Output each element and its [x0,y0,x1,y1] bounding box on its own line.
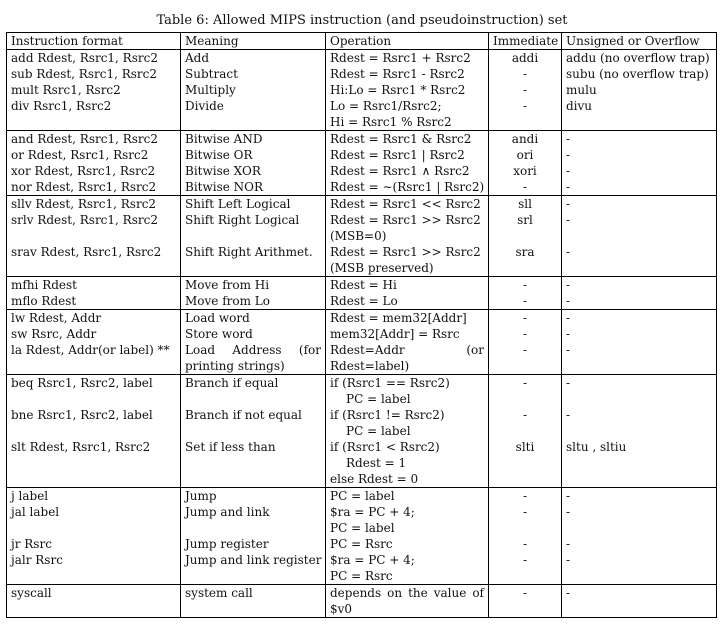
cell-line: - [522,343,528,357]
meaning-cell [181,326,326,342]
table-row [7,585,717,618]
instruction-format-cell [7,293,181,310]
cell-line: - [522,311,528,325]
cell-line: - [522,83,528,97]
operation-cell [326,326,489,342]
cell-line: - [566,213,571,227]
instruction-format-cell [7,196,181,213]
cell-line: Rdest = Lo [330,294,398,308]
cell-line: - [566,164,571,178]
table-row [7,196,717,213]
cell-line: j label [11,489,49,503]
cell-line: Jump [185,489,217,503]
immediate-cell [489,407,562,439]
cell-line: Load word [185,311,250,325]
immediate-cell [489,66,562,82]
operation-cell [326,504,489,536]
cell-line: slti [515,440,535,454]
cell-line: Rdest = Rsrc1 >> Rsrc2 [330,245,481,259]
cell-line: Branch if equal [185,376,279,390]
cell-line: Shift Right Logical [185,213,300,227]
cell-line: bne Rsrc1, Rsrc2, label [11,408,153,422]
unsigned-overflow-cell [562,66,717,82]
cell-line: - [522,553,528,567]
unsigned-overflow-cell [562,552,717,585]
cell-line: - [566,148,571,162]
operation-cell [326,488,489,505]
cell-line: else Rdest = 0 [330,472,419,486]
cell-line: Move from Lo [185,294,270,308]
unsigned-overflow-cell [562,585,717,618]
immediate-cell [489,82,562,98]
unsigned-overflow-cell [562,163,717,179]
cell-line: Shift Left Logical [185,197,291,211]
instruction-format-cell [7,212,181,244]
cell-line: PC = label [330,489,395,503]
table-row [7,488,717,505]
cell-line: Load Address (for [185,343,321,357]
cell-line: PC = label [330,521,395,535]
immediate-cell [489,163,562,179]
operation-cell [326,439,489,488]
table-header [7,33,717,50]
cell-line: $v0 [330,602,353,616]
instruction-format-cell [7,504,181,536]
operation-cell [326,179,489,196]
cell-line: - [566,278,571,292]
immediate-cell [489,488,562,505]
cell-line: Jump register [185,537,269,551]
instruction-format-cell [7,244,181,277]
instruction-format-cell [7,147,181,163]
instruction-format-cell [7,585,181,618]
meaning-cell [181,342,326,375]
table-row [7,326,717,342]
table-row [7,50,717,67]
meaning-cell [181,131,326,148]
meaning-cell [181,212,326,244]
cell-line: - [566,553,571,567]
cell-line: jal label [11,505,60,519]
immediate-cell [489,504,562,536]
meaning-cell [181,277,326,294]
table-row [7,293,717,310]
cell-line: Rdest = Rsrc1 & Rsrc2 [330,132,472,146]
cell-line: nor Rdest, Rsrc1, Rsrc2 [11,180,157,194]
cell-line: - [566,537,571,551]
operation-cell [326,244,489,277]
header-operation: Operation [326,33,489,50]
instruction-format-cell [7,536,181,552]
cell-line: sub Rdest, Rsrc1, Rsrc2 [11,67,158,81]
immediate-cell [489,131,562,148]
cell-line: - [566,505,571,519]
instruction-group [7,50,717,131]
cell-line: - [522,180,528,194]
unsigned-overflow-cell [562,488,717,505]
table-row [7,244,717,277]
cell-line: - [566,132,571,146]
instruction-format-cell [7,375,181,408]
cell-line: Hi = Rsrc1 % Rsrc2 [330,115,452,129]
cell-line: Branch if not equal [185,408,302,422]
cell-line: Rdest = Rsrc1 >> Rsrc2 [330,213,481,227]
cell-line: printing strings) [185,359,285,373]
unsigned-overflow-cell [562,98,717,131]
instruction-format-cell [7,326,181,342]
cell-line: ori [516,148,534,162]
immediate-cell [489,277,562,294]
cell-line: - [566,376,571,390]
meaning-cell [181,293,326,310]
operation-cell [326,131,489,148]
immediate-cell [489,196,562,213]
cell-line: Jump and link [185,505,270,519]
cell-line: PC = label [346,392,411,406]
unsigned-overflow-cell [562,326,717,342]
immediate-cell [489,244,562,277]
meaning-cell [181,147,326,163]
table-row [7,212,717,244]
cell-line: Rdest = Rsrc1 - Rsrc2 [330,67,465,81]
table-row [7,439,717,488]
cell-line: - [566,180,571,194]
instruction-format-cell [7,163,181,179]
immediate-cell [489,342,562,375]
instruction-group [7,585,717,618]
immediate-cell [489,50,562,67]
unsigned-overflow-cell [562,82,717,98]
cell-line: Multiply [185,83,236,97]
table-row [7,277,717,294]
cell-line: Jump and link register [185,553,322,567]
table-row [7,310,717,327]
cell-line: - [566,197,571,211]
cell-line: Rdest=label) [330,359,410,373]
cell-line: srl [517,213,533,227]
table-row [7,179,717,196]
cell-line: - [522,294,528,308]
cell-line: - [522,99,528,113]
unsigned-overflow-cell [562,439,717,488]
cell-line: Lo = Rsrc1/Rsrc2; [330,99,442,113]
cell-line: - [522,408,528,422]
operation-cell [326,66,489,82]
meaning-cell [181,552,326,585]
cell-line: if (Rsrc1 < Rsrc2) [330,440,440,454]
table-row [7,342,717,375]
immediate-cell [489,326,562,342]
table-row [7,552,717,585]
cell-line: Shift Right Arithmet. [185,245,313,259]
cell-line: - [566,343,571,357]
immediate-cell [489,536,562,552]
cell-line: PC = Rsrc [330,569,393,583]
cell-line: Subtract [185,67,238,81]
cell-line: beq Rsrc1, Rsrc2, label [11,376,153,390]
instruction-format-cell [7,66,181,82]
cell-line: jalr Rsrc [11,553,63,567]
cell-line: mulu [566,83,597,97]
cell-line: - [566,245,571,259]
cell-line: sw Rsrc, Addr [11,327,97,341]
immediate-cell [489,310,562,327]
cell-line: system call [185,586,253,600]
cell-line: sltu , sltiu [566,440,627,454]
cell-line: if (Rsrc1 == Rsrc2) [330,376,450,390]
operation-cell [326,277,489,294]
cell-line: xori [513,164,537,178]
table-row [7,66,717,82]
instruction-format-cell [7,552,181,585]
cell-line: andi [511,132,539,146]
cell-line: slt Rdest, Rsrc1, Rsrc2 [11,440,151,454]
operation-cell [326,342,489,375]
instruction-format-cell [7,488,181,505]
cell-line: addi [511,51,539,65]
operation-cell [326,163,489,179]
meaning-cell [181,179,326,196]
cell-line: - [566,294,571,308]
table-caption: Table 6: Allowed MIPS instruction (and pseudoinstruction) set [156,13,568,28]
cell-line: if (Rsrc1 != Rsrc2) [330,408,445,422]
mips-instruction-table [6,32,717,618]
cell-line: - [566,327,571,341]
cell-line: - [522,278,528,292]
cell-line: - [522,327,528,341]
meaning-cell [181,196,326,213]
cell-line: divu [566,99,593,113]
table-row [7,504,717,536]
unsigned-overflow-cell [562,342,717,375]
cell-line: mfhi Rdest [11,278,77,292]
instruction-group [7,196,717,277]
unsigned-overflow-cell [562,244,717,277]
instruction-format-cell [7,131,181,148]
meaning-cell [181,585,326,618]
meaning-cell [181,375,326,408]
unsigned-overflow-cell [562,277,717,294]
cell-line: Rdest = ∼(Rsrc1 | Rsrc2) [330,180,485,194]
instruction-group [7,277,717,310]
cell-line: xor Rdest, Rsrc1, Rsrc2 [11,164,156,178]
instruction-format-cell [7,310,181,327]
cell-line: mult Rsrc1, Rsrc2 [11,83,121,97]
table-row [7,82,717,98]
operation-cell [326,50,489,67]
meaning-cell [181,488,326,505]
immediate-cell [489,552,562,585]
cell-line: Rdest = Rsrc1 << Rsrc2 [330,197,481,211]
cell-line: sllv Rdest, Rsrc1, Rsrc2 [11,197,157,211]
operation-cell [326,407,489,439]
cell-line: - [566,586,571,600]
cell-line: - [566,408,571,422]
cell-line: subu (no overflow trap) [566,67,709,81]
unsigned-overflow-cell [562,50,717,67]
unsigned-overflow-cell [562,375,717,408]
table-row [7,163,717,179]
instruction-group [7,131,717,196]
cell-line: - [522,537,528,551]
table-row [7,536,717,552]
cell-line: sll [518,197,532,211]
cell-line: Rdest = 1 [346,456,407,470]
immediate-cell [489,212,562,244]
immediate-cell [489,375,562,408]
meaning-cell [181,50,326,67]
operation-cell [326,82,489,98]
meaning-cell [181,407,326,439]
operation-cell [326,310,489,327]
cell-line: - [522,67,528,81]
cell-line: jr Rsrc [11,537,52,551]
instruction-format-cell [7,98,181,131]
cell-line: - [522,586,528,600]
meaning-cell [181,439,326,488]
operation-cell [326,552,489,585]
cell-line: div Rsrc1, Rsrc2 [11,99,112,113]
cell-line: Rdest = Hi [330,278,397,292]
operation-cell [326,212,489,244]
header-unsigned-or-overflow: Unsigned or Overflow [562,33,717,50]
cell-line: Set if less than [185,440,276,454]
immediate-cell [489,585,562,618]
cell-line: addu (no overflow trap) [566,51,710,65]
cell-line: (MSB preserved) [330,261,434,275]
meaning-cell [181,310,326,327]
cell-line: - [522,489,528,503]
meaning-cell [181,82,326,98]
operation-cell [326,536,489,552]
cell-line: and Rdest, Rsrc1, Rsrc2 [11,132,159,146]
table-row [7,131,717,148]
operation-cell [326,293,489,310]
table-row [7,375,717,408]
immediate-cell [489,147,562,163]
table-row [7,98,717,131]
header-immediate: Immediate [489,33,562,50]
cell-line: Bitwise OR [185,148,253,162]
cell-line: srlv Rdest, Rsrc1, Rsrc2 [11,213,158,227]
unsigned-overflow-cell [562,131,717,148]
cell-line: Move from Hi [185,278,270,292]
cell-line: - [566,489,571,503]
cell-line: - [566,311,571,325]
cell-line: lw Rdest, Addr [11,311,102,325]
cell-line: Hi:Lo = Rsrc1 * Rsrc2 [330,83,466,97]
header-instruction-format: Instruction format [7,33,181,50]
table-row [7,407,717,439]
unsigned-overflow-cell [562,212,717,244]
cell-line: syscall [11,586,52,600]
instruction-format-cell [7,82,181,98]
instruction-format-cell [7,407,181,439]
immediate-cell [489,439,562,488]
cell-line: Add [185,51,210,65]
cell-line: Bitwise NOR [185,180,264,194]
table-row [7,147,717,163]
operation-cell [326,585,489,618]
cell-line: or Rdest, Rsrc1, Rsrc2 [11,148,149,162]
unsigned-overflow-cell [562,293,717,310]
instruction-format-cell [7,277,181,294]
unsigned-overflow-cell [562,310,717,327]
meaning-cell [181,98,326,131]
cell-line: mflo Rdest [11,294,77,308]
unsigned-overflow-cell [562,536,717,552]
instruction-format-cell [7,179,181,196]
cell-line: Bitwise XOR [185,164,261,178]
cell-line: mem32[Addr] = Rsrc [330,327,460,341]
immediate-cell [489,98,562,131]
immediate-cell [489,179,562,196]
cell-line: Bitwise AND [185,132,263,146]
header-meaning: Meaning [181,33,326,50]
unsigned-overflow-cell [562,407,717,439]
immediate-cell [489,293,562,310]
instruction-format-cell [7,439,181,488]
cell-line: PC = Rsrc [330,537,393,551]
instruction-format-cell [7,50,181,67]
operation-cell [326,98,489,131]
cell-line: Rdest = Rsrc1 ∧ Rsrc2 [330,164,470,178]
header-row [7,33,717,50]
meaning-cell [181,66,326,82]
cell-line: - [522,505,528,519]
cell-line: srav Rdest, Rsrc1, Rsrc2 [11,245,162,259]
cell-line: sra [515,245,535,259]
cell-line: Store word [185,327,253,341]
meaning-cell [181,244,326,277]
unsigned-overflow-cell [562,196,717,213]
cell-line: Rdest = Rsrc1 | Rsrc2 [330,148,465,162]
instruction-format-cell [7,342,181,375]
meaning-cell [181,163,326,179]
instruction-group [7,375,717,488]
cell-line: $ra = PC + 4; [330,553,415,567]
instruction-group [7,488,717,585]
cell-line: depends on the value of [330,586,484,600]
unsigned-overflow-cell [562,179,717,196]
cell-line: Rdest=Addr (or [330,343,484,357]
cell-line: Divide [185,99,224,113]
cell-line: $ra = PC + 4; [330,505,415,519]
cell-line: (MSB=0) [330,229,387,243]
cell-line: la Rdest, Addr(or label) ** [11,343,170,357]
operation-cell [326,147,489,163]
meaning-cell [181,504,326,536]
cell-line: Rdest = mem32[Addr] [330,311,467,325]
unsigned-overflow-cell [562,504,717,536]
cell-line: Rdest = Rsrc1 + Rsrc2 [330,51,471,65]
cell-line: - [522,376,528,390]
instruction-group [7,310,717,375]
cell-line: add Rdest, Rsrc1, Rsrc2 [11,51,158,65]
unsigned-overflow-cell [562,147,717,163]
cell-line: PC = label [346,424,411,438]
operation-cell [326,375,489,408]
meaning-cell [181,536,326,552]
operation-cell [326,196,489,213]
